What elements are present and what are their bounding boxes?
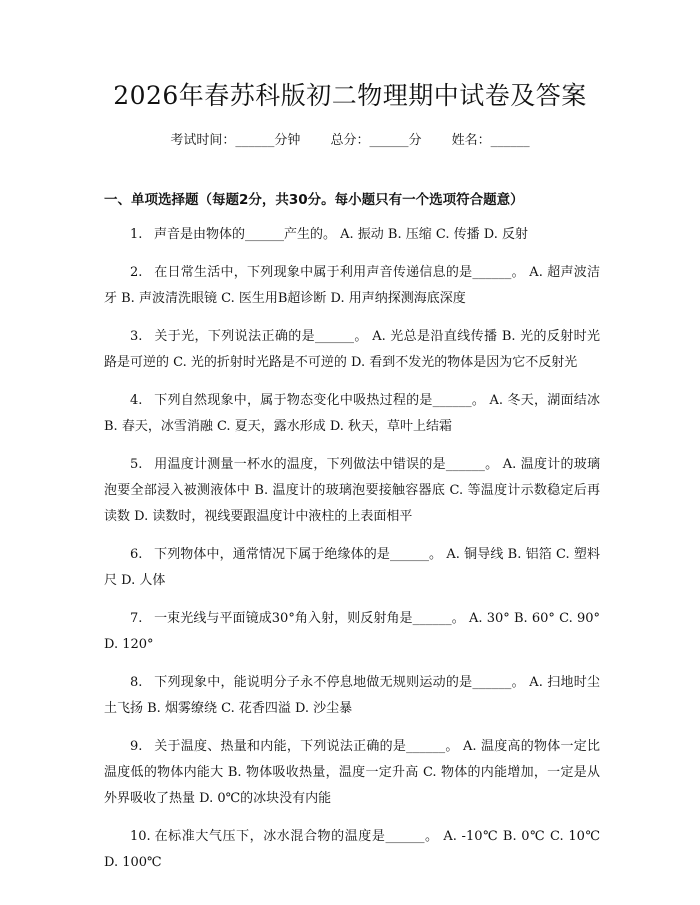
question-number: 5. <box>130 457 143 472</box>
question-text: 一束光线与平面镜成30°角入射，则反射角是______。 A. 30° B. 60° C. 90° D. 120° <box>104 611 600 652</box>
exam-score: 总分：______分 <box>330 133 422 148</box>
question-number: 7. <box>130 611 143 626</box>
question-text: 声音是由物体的______产生的。 A. 振动 B. 压缩 C. 传播 D. 反射 <box>154 227 528 242</box>
question-item <box>104 222 600 248</box>
question-list <box>104 222 600 888</box>
student-name: 姓名：______ <box>451 133 530 148</box>
question-text: 关于温度、热量和内能，下列说法正确的是______。 A. 温度高的物体一定比温度低的物体内能大 B. 物体吸收热量，温度一定升高 C. 物体的内能增加，一定是从外界吸收了热量 D. 0℃的冰块没有内能 <box>104 739 600 806</box>
question-number: 4. <box>130 393 143 408</box>
question-item <box>104 542 600 594</box>
question-number: 6. <box>130 547 143 562</box>
question-text: 在日常生活中，下列现象中属于利用声音传递信息的是______。 A. 超声波洁牙 B. 声波清洗眼镜 C. 医生用B超诊断 D. 用声纳探测海底深度 <box>104 265 600 306</box>
question-number: 1. <box>130 227 143 242</box>
question-number: 10. <box>130 829 151 844</box>
question-item <box>104 670 600 722</box>
question-number: 8. <box>130 675 143 690</box>
question-text: 下列现象中，能说明分子永不停息地做无规则运动的是______。 A. 扫地时尘土飞扬 B. 烟雾缭绕 C. 花香四溢 D. 沙尘暴 <box>104 675 600 716</box>
question-number: 3. <box>130 329 143 344</box>
question-text: 下列物体中，通常情况下属于绝缘体的是______。 A. 铜导线 B. 铝箔 C. 塑料尺 D. 人体 <box>104 547 600 588</box>
question-item <box>104 324 600 376</box>
exam-meta <box>0 131 700 151</box>
question-number: 2. <box>130 265 143 280</box>
question-item <box>104 388 600 440</box>
question-text: 下列自然现象中，属于物态变化中吸热过程的是______。 A. 冬天，湖面结冰 B. 春天，冰雪消融 C. 夏天，露水形成 D. 秋天，草叶上结霜 <box>104 393 600 434</box>
page-title: 2026年春苏科版初二物理期中试卷及答案 <box>113 81 587 110</box>
question-item <box>104 824 600 876</box>
question-text: 关于光，下列说法正确的是______。 A. 光总是沿直线传播 B. 光的反射时光路是可逆的 C. 光的折射时光路是不可逆的 D. 看到不发光的物体是因为它不反射光 <box>104 329 600 370</box>
section-title: 一、单项选择题（每题2分，共30分。每小题只有一个选项符合题意） <box>104 192 524 208</box>
question-item <box>104 452 600 530</box>
question-text: 在标准大气压下，冰水混合物的温度是______。 A. -10℃ B. 0℃ C. 10℃ D. 100℃ <box>104 829 600 870</box>
question-item <box>104 606 600 658</box>
question-item <box>104 260 600 312</box>
question-text: 用温度计测量一杯水的温度，下列做法中错误的是______。 A. 温度计的玻璃泡要全部浸入被测液体中 B. 温度计的玻璃泡要接触容器底 C. 等温度计示数稳定后再读数 D. 读数时，视线要跟温度计中液柱的上表面相平 <box>104 457 600 524</box>
exam-time: 考试时间：______分钟 <box>170 133 301 148</box>
question-item <box>104 734 600 812</box>
question-number: 9. <box>130 739 143 754</box>
